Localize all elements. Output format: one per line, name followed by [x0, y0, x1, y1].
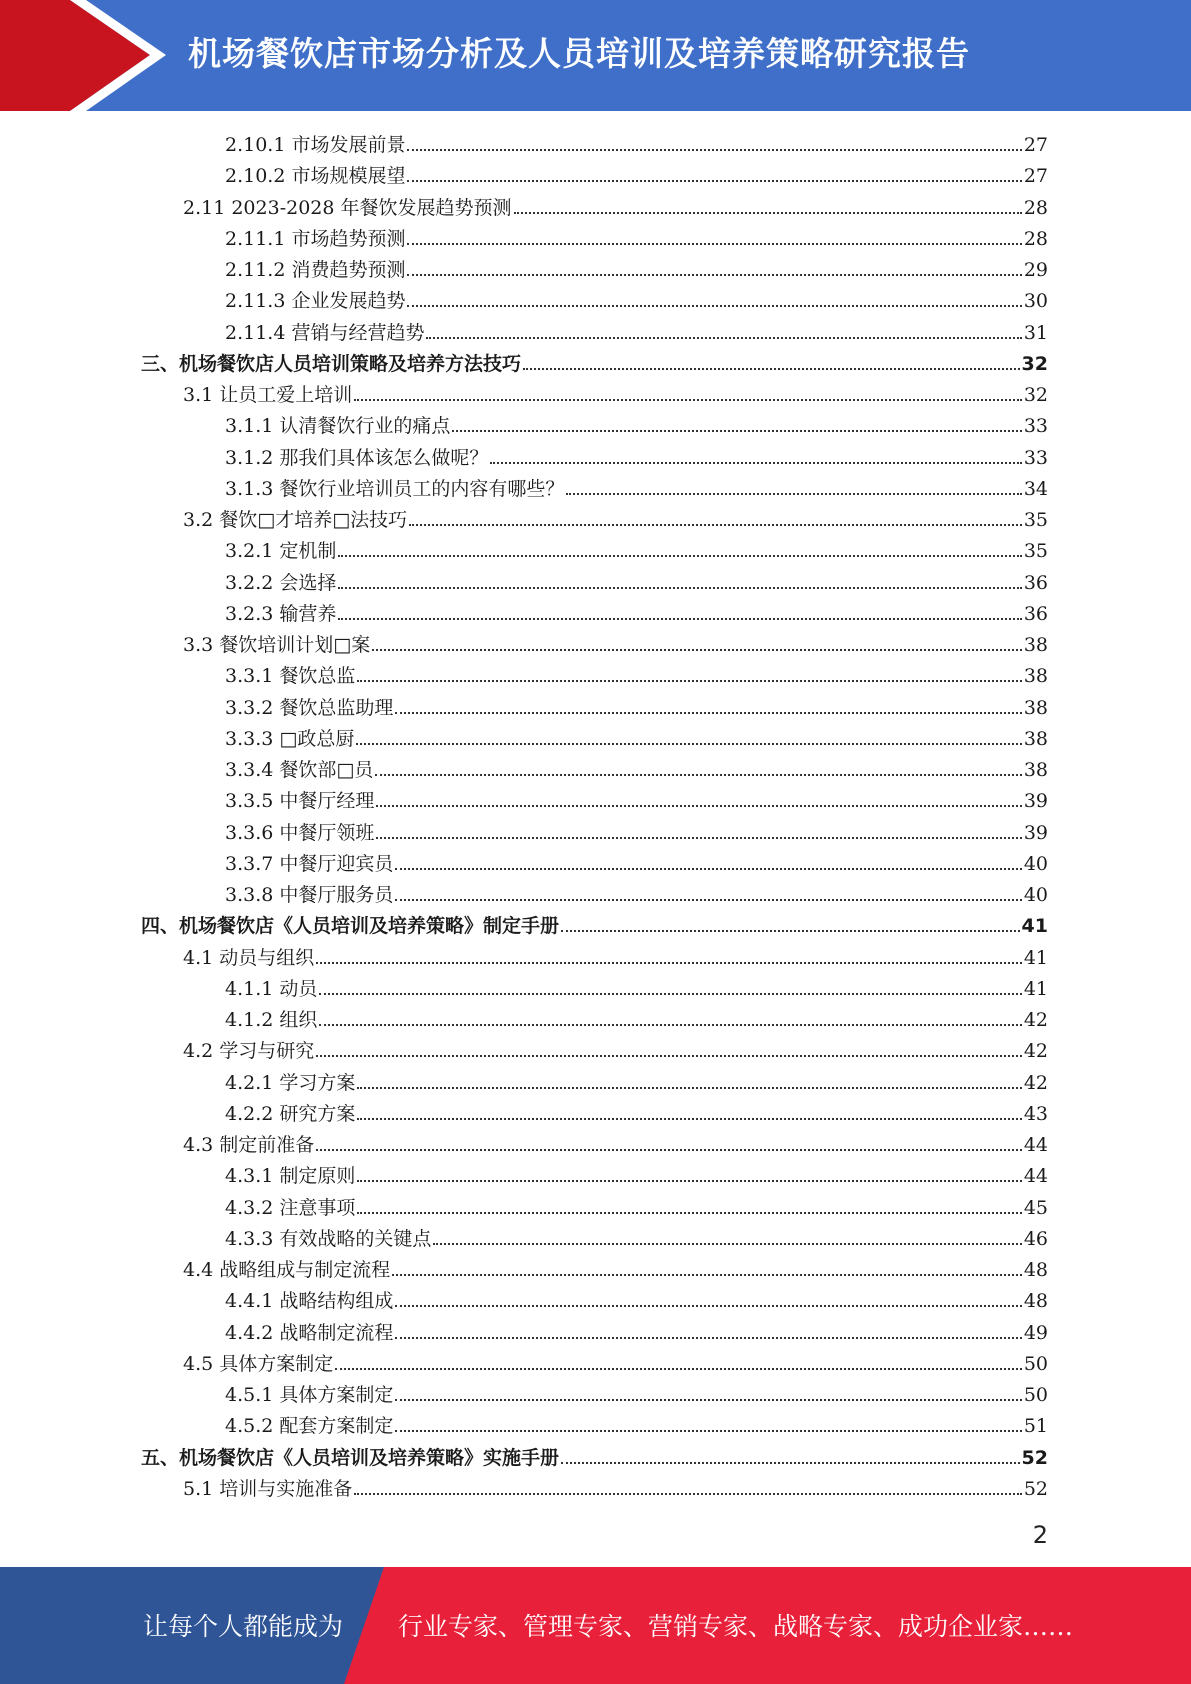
toc-dot-leader	[372, 648, 1022, 651]
toc-entry-page: 31	[1023, 321, 1048, 344]
toc-entry[interactable]	[225, 844, 1048, 875]
toc-entry[interactable]	[225, 156, 1048, 187]
toc-dot-leader	[452, 429, 1021, 432]
toc-dot-leader	[338, 617, 1021, 620]
toc-entry-label: 3.3.2 餐饮总监助理	[225, 696, 394, 719]
toc-entry[interactable]	[225, 969, 1048, 1000]
toc-entry[interactable]	[225, 281, 1048, 312]
toc-entry-page: 50	[1023, 1384, 1048, 1406]
toc-entry-label: 4.2 学习与研究	[183, 1040, 315, 1063]
toc-dot-leader	[395, 898, 1021, 901]
toc-dot-leader	[426, 336, 1021, 339]
toc-dot-leader	[316, 1054, 1022, 1057]
toc-entry[interactable]	[225, 313, 1048, 344]
toc-entry[interactable]	[141, 344, 1048, 375]
toc-entry[interactable]	[225, 438, 1048, 469]
toc-entry[interactable]	[183, 1125, 1048, 1156]
page-footer	[0, 1567, 1191, 1684]
toc-entry[interactable]	[225, 813, 1048, 844]
toc-entry-page: 29	[1023, 259, 1048, 281]
toc-entry[interactable]	[225, 1313, 1048, 1344]
toc-dot-leader	[433, 1242, 1021, 1245]
toc-entry[interactable]	[225, 125, 1048, 156]
toc-entry[interactable]	[225, 750, 1048, 781]
footer-slogan-right: 行业专家、管理专家、营销专家、战略专家、成功企业家……	[398, 1612, 1074, 1641]
toc-entry-page: 38	[1023, 665, 1048, 688]
toc-dot-leader	[354, 398, 1022, 401]
toc-entry-page: 34	[1023, 477, 1048, 500]
toc-entry-label: 4.4.2 战略制定流程	[225, 1321, 394, 1344]
toc-entry-page: 35	[1023, 509, 1048, 531]
toc-entry-label: 4.2.1 学习方案	[225, 1071, 356, 1094]
toc-entry[interactable]	[225, 1281, 1048, 1312]
toc-dot-leader	[354, 1492, 1022, 1495]
toc-entry-page: 28	[1023, 227, 1048, 250]
toc-entry[interactable]	[225, 219, 1048, 250]
toc-entry[interactable]	[225, 1406, 1048, 1437]
toc-entry-label: 4.5.2 配套方案制定	[225, 1415, 394, 1438]
toc-dot-leader	[514, 211, 1022, 214]
header-arrow-graphic	[0, 0, 200, 111]
toc-dot-leader	[392, 1273, 1022, 1276]
toc-entry[interactable]	[225, 1375, 1048, 1406]
toc-entry[interactable]	[225, 875, 1048, 906]
toc-dot-leader	[319, 992, 1021, 995]
toc-entry-page: 38	[1023, 634, 1048, 656]
document-title: 机场餐饮店市场分析及人员培训及培养策略研究报告	[188, 34, 970, 73]
toc-entry[interactable]	[225, 1219, 1048, 1250]
toc-entry-page: 41	[1021, 915, 1048, 938]
toc-entry-label: 2.11.4 营销与经营趋势	[225, 321, 425, 344]
toc-entry-label: 4.2.2 研究方案	[225, 1102, 356, 1125]
toc-entry-label: 3.3.6 中餐厅领班	[225, 821, 375, 844]
toc-entry-page: 51	[1023, 1415, 1048, 1438]
toc-entry[interactable]	[225, 1094, 1048, 1125]
toc-dot-leader	[395, 1429, 1021, 1432]
toc-entry[interactable]	[183, 1469, 1048, 1500]
toc-dot-leader	[561, 1461, 1020, 1464]
toc-entry-page: 27	[1023, 134, 1048, 156]
toc-entry[interactable]	[183, 1250, 1048, 1281]
toc-entry-label: 3.3.1 餐饮总监	[225, 665, 356, 688]
toc-entry[interactable]	[225, 406, 1048, 437]
toc-entry-page: 40	[1023, 884, 1048, 906]
toc-dot-leader	[338, 586, 1021, 589]
toc-dot-leader	[395, 1336, 1021, 1339]
toc-entry-page: 32	[1023, 384, 1048, 406]
toc-entry-label: 3.2.3 输营养	[225, 602, 337, 625]
toc-entry-label: 4.3 制定前准备	[183, 1134, 315, 1156]
toc-entry[interactable]	[225, 781, 1048, 812]
toc-entry[interactable]	[225, 1156, 1048, 1187]
toc-dot-leader	[395, 711, 1021, 714]
toc-entry-page: 50	[1023, 1352, 1048, 1375]
toc-entry-page: 41	[1023, 946, 1048, 969]
toc-dot-leader	[356, 742, 1021, 745]
toc-entry-label: 3.3.3 □政总厨	[225, 727, 355, 750]
toc-entry-label: 2.11 2023-2028 年餐饮发展趋势预测	[183, 196, 512, 219]
toc-entry[interactable]	[225, 594, 1048, 625]
toc-entry-page: 36	[1023, 571, 1048, 594]
toc-dot-leader	[566, 492, 1021, 495]
toc-entry-page: 30	[1023, 290, 1048, 313]
toc-entry-page: 32	[1021, 352, 1048, 375]
toc-entry-page: 44	[1023, 1134, 1048, 1156]
toc-dot-leader	[407, 242, 1021, 245]
toc-entry-page: 38	[1023, 696, 1048, 719]
toc-dot-leader	[316, 1148, 1022, 1151]
toc-entry-label: 五、机场餐饮店《人员培训及培养策略》实施手册	[141, 1446, 560, 1469]
toc-entry-page: 38	[1023, 727, 1048, 750]
toc-entry-label: 4.3.3 有效战略的关键点	[225, 1227, 432, 1250]
toc-entry-label: 2.11.1 市场趋势预测	[225, 227, 406, 250]
toc-entry[interactable]	[183, 938, 1048, 969]
toc-entry[interactable]	[183, 1344, 1048, 1375]
toc-entry[interactable]	[183, 625, 1048, 656]
toc-dot-leader	[395, 1304, 1021, 1307]
toc-entry-label: 四、机场餐饮店《人员培训及培养策略》制定手册	[141, 915, 560, 938]
toc-entry-label: 4.5 具体方案制定	[183, 1352, 334, 1375]
toc-entry[interactable]	[183, 1031, 1048, 1062]
toc-dot-leader	[376, 804, 1021, 807]
toc-entry-label: 三、机场餐饮店人员培训策略及培养方法技巧	[141, 352, 522, 375]
toc-entry-page: 42	[1023, 1040, 1048, 1063]
toc-entry[interactable]	[225, 469, 1048, 500]
toc-entry-label: 3.3.5 中餐厅经理	[225, 790, 375, 813]
toc-dot-leader	[490, 461, 1021, 464]
toc-entry[interactable]	[225, 1000, 1048, 1031]
toc-entry-label: 2.10.1 市场发展前景	[225, 134, 406, 156]
toc-dot-leader	[523, 367, 1020, 370]
toc-entry-label: 3.2.2 会选择	[225, 571, 337, 594]
toc-dot-leader	[338, 554, 1021, 557]
toc-entry-label: 3.1.1 认清餐饮行业的痛点	[225, 415, 451, 438]
toc-entry-label: 3.1.2 那我们具体该怎么做呢？	[225, 446, 489, 469]
toc-entry-label: 3.1 让员工爱上培训	[183, 384, 353, 406]
toc-entry[interactable]	[183, 500, 1048, 531]
toc-entry-page: 36	[1023, 602, 1048, 625]
toc-entry-label: 5.1 培训与实施准备	[183, 1477, 353, 1500]
toc-entry-label: 4.3.1 制定原则	[225, 1165, 356, 1188]
toc-entry-label: 2.10.2 市场规模展望	[225, 165, 406, 188]
toc-dot-leader	[335, 1367, 1022, 1370]
toc-entry-page: 43	[1023, 1102, 1048, 1125]
toc-entry-label: 3.3 餐饮培训计划□案	[183, 634, 371, 656]
toc-entry-page: 38	[1023, 759, 1048, 781]
toc-entry-page: 48	[1023, 1290, 1048, 1313]
toc-entry-page: 28	[1023, 196, 1048, 219]
toc-dot-leader	[407, 148, 1021, 151]
toc-dot-leader	[407, 273, 1021, 276]
toc-entry-label: 3.3.7 中餐厅迎宾员	[225, 852, 394, 875]
toc-entry-page: 52	[1021, 1446, 1048, 1469]
toc-entry-page: 46	[1023, 1227, 1048, 1250]
toc-entry-page: 39	[1023, 790, 1048, 813]
toc-entry-page: 42	[1023, 1071, 1048, 1094]
toc-entry-label: 4.4 战略组成与制定流程	[183, 1259, 391, 1281]
toc-entry-label: 4.5.1 具体方案制定	[225, 1384, 394, 1406]
toc-entry-page: 44	[1023, 1165, 1048, 1188]
toc-entry-page: 33	[1023, 446, 1048, 469]
toc-dot-leader	[357, 679, 1021, 682]
toc-entry-label: 2.11.3 企业发展趋势	[225, 290, 406, 313]
toc-entry-page: 39	[1023, 821, 1048, 844]
toc-dot-leader	[407, 304, 1021, 307]
toc-entry-page: 41	[1023, 977, 1048, 1000]
page-number: 2	[1032, 1521, 1048, 1549]
toc-entry-label: 4.1.1 动员	[225, 977, 318, 1000]
header-arrow-red	[0, 0, 150, 111]
toc-dot-leader	[395, 1398, 1021, 1401]
toc-entry[interactable]	[225, 1063, 1048, 1094]
toc-dot-leader	[357, 1117, 1021, 1120]
toc-entry-page: 42	[1023, 1009, 1048, 1031]
toc-entry-page: 52	[1023, 1477, 1048, 1500]
toc-entry[interactable]	[183, 375, 1048, 406]
toc-dot-leader	[409, 523, 1022, 526]
toc-entry[interactable]	[225, 250, 1048, 281]
toc-entry[interactable]	[183, 188, 1048, 219]
toc-entry-page: 33	[1023, 415, 1048, 438]
toc-entry[interactable]	[141, 1438, 1048, 1469]
toc-dot-leader	[319, 1023, 1021, 1026]
toc-dot-leader	[316, 961, 1022, 964]
toc-dot-leader	[375, 773, 1021, 776]
page-header	[0, 0, 1191, 111]
toc-entry-label: 4.1.2 组织	[225, 1009, 318, 1031]
toc-dot-leader	[357, 1086, 1021, 1089]
toc-dot-leader	[357, 1179, 1021, 1182]
toc-entry-page: 35	[1023, 540, 1048, 563]
toc-entry[interactable]	[225, 531, 1048, 562]
toc-entry-label: 3.1.3 餐饮行业培训员工的内容有哪些？	[225, 477, 565, 500]
toc-dot-leader	[357, 1211, 1021, 1214]
toc-entry[interactable]	[141, 906, 1048, 937]
toc-entry-page: 49	[1023, 1321, 1048, 1344]
toc-entry[interactable]	[225, 688, 1048, 719]
toc-entry[interactable]	[225, 1188, 1048, 1219]
toc-dot-leader	[561, 929, 1020, 932]
toc-entry-label: 3.3.4 餐饮部□员	[225, 759, 374, 781]
toc-dot-leader	[407, 179, 1021, 182]
toc-entry-label: 4.4.1 战略结构组成	[225, 1290, 394, 1313]
footer-slogan-left: 让每个人都能成为	[143, 1612, 344, 1641]
toc-dot-leader	[376, 836, 1021, 839]
toc-dot-leader	[395, 867, 1021, 870]
toc-entry[interactable]	[225, 656, 1048, 687]
toc-entry-label: 4.1 动员与组织	[183, 946, 315, 969]
toc-entry-page: 45	[1023, 1196, 1048, 1219]
toc-entry-page: 40	[1023, 852, 1048, 875]
toc-entry[interactable]	[225, 563, 1048, 594]
toc-entry[interactable]	[225, 719, 1048, 750]
toc-entry-page: 27	[1023, 165, 1048, 188]
toc-entry-label: 3.3.8 中餐厅服务员	[225, 884, 394, 906]
toc-entry-label: 2.11.2 消费趋势预测	[225, 259, 406, 281]
toc-entry-label: 4.3.2 注意事项	[225, 1196, 356, 1219]
toc-entry-page: 48	[1023, 1259, 1048, 1281]
toc-entry-label: 3.2 餐饮□才培养□法技巧	[183, 509, 408, 531]
toc-entry-label: 3.2.1 定机制	[225, 540, 337, 563]
